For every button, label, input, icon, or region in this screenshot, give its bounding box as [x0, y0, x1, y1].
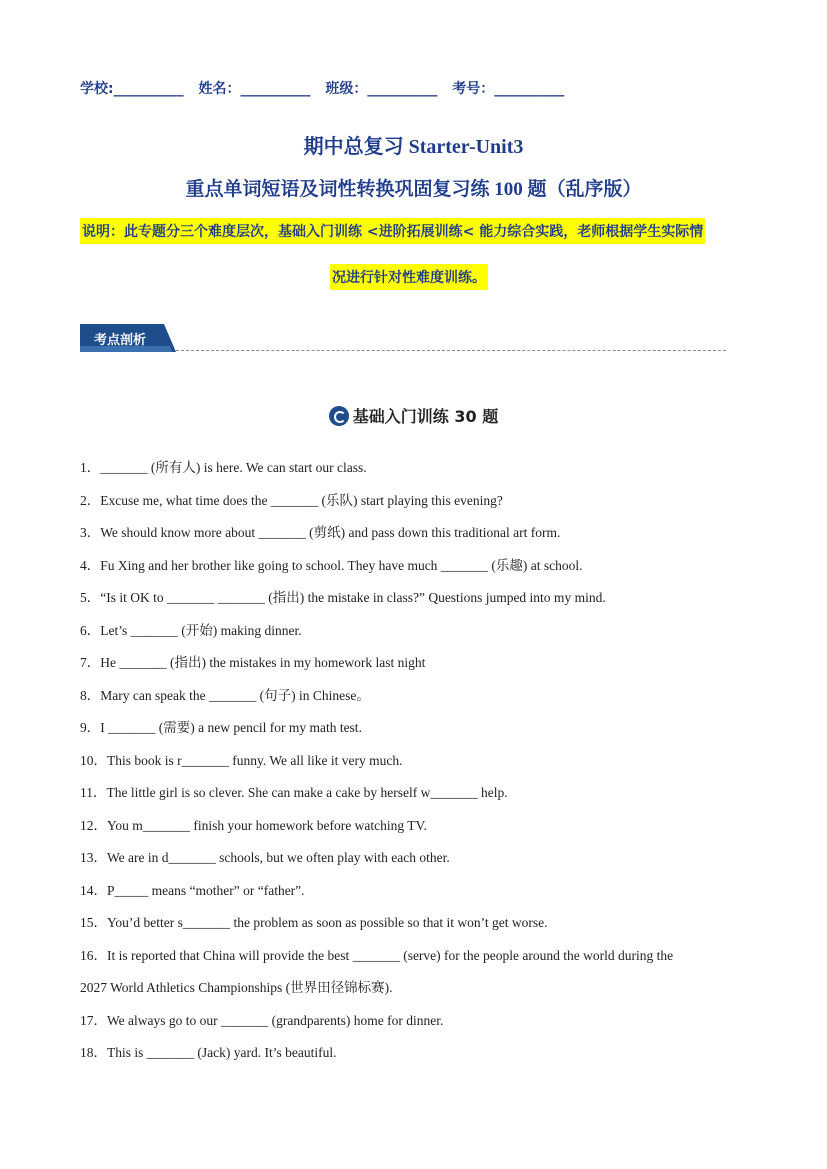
- question-item: 4．Fu Xing and her brother like going to school. They have much _______ (乐趣) at school.: [80, 557, 583, 573]
- instruction-note-line-2: 况进行针对性难度训练。: [330, 264, 488, 290]
- question-item: 16．It is reported that China will provide the best _______ (serve) for the people around the world during the: [80, 947, 674, 963]
- question-item: 17．We always go to our _______ (grandparents) home for dinner.: [80, 1012, 444, 1028]
- question-item: 12．You m_______ finish your homework before watching TV.: [80, 817, 427, 833]
- section-tab-label: 考点剖析: [94, 333, 147, 348]
- exam-number-field[interactable]: 考号：__________: [452, 81, 565, 97]
- school-field[interactable]: 学校:__________: [80, 81, 184, 97]
- question-item: 1．_______ (所有人) is here. We can start our class.: [80, 460, 367, 475]
- document-title: 期中总复习 Starter-Unit3: [303, 136, 524, 158]
- question-item: 7．He _______ (指出) the mistakes in my homework last night: [80, 655, 426, 670]
- question-item: 13．We are in d_______ schools, but we often play with each other.: [80, 850, 450, 865]
- student-info-line: [80, 78, 574, 98]
- question-item: 18．This is _______ (Jack) yard. It’s beautiful.: [80, 1045, 337, 1060]
- class-field[interactable]: 班级：__________: [325, 81, 438, 97]
- name-field[interactable]: 姓名：__________: [198, 81, 311, 97]
- question-item: 2．Excuse me, what time does the _______ (乐队) start playing this evening?: [80, 492, 503, 508]
- instruction-note-line-1: 说明：此专题分三个难度层次，基础入门训练 <进阶拓展训练< 能力综合实践，老师根据学生实际情: [80, 218, 705, 244]
- refresh-circle-icon: [329, 406, 349, 426]
- question-list: [80, 452, 730, 1070]
- question-item: 9．I _______ (需要) a new pencil for my math test.: [80, 720, 362, 735]
- question-item: 6．Let’s _______ (开始) making dinner.: [80, 622, 302, 638]
- question-item: 14．P_____ means “mother” or “father”.: [80, 882, 305, 898]
- question-item: 15．You’d better s_______ the problem as soon as possible so that it won’t get worse.: [80, 915, 548, 930]
- question-item: 10．This book is r_______ funny. We all like it very much.: [80, 752, 403, 768]
- sub-heading-label: 基础入门训练 30 题: [352, 407, 499, 426]
- question-item: 3．We should know more about _______ (剪纸) and pass down this traditional art form.: [80, 525, 561, 540]
- section-tab: [80, 324, 176, 352]
- sub-heading: [0, 404, 827, 427]
- document-subtitle: 重点单词短语及词性转换巩固复习练 100 题（乱序版）: [185, 179, 642, 200]
- question-item: 5．“Is it OK to _______ _______ (指出) the mistake in class?” Questions jumped into my mind.: [80, 590, 606, 605]
- question-item: 8．Mary can speak the _______ (句子) in Chinese。: [80, 687, 370, 703]
- question-item: 11．The little girl is so clever. She can make a cake by herself w_______ help.: [80, 785, 508, 800]
- section-divider: [176, 350, 726, 351]
- question-item-continuation: 2027 World Athletics Championships (世界田径锦标赛).: [80, 980, 393, 995]
